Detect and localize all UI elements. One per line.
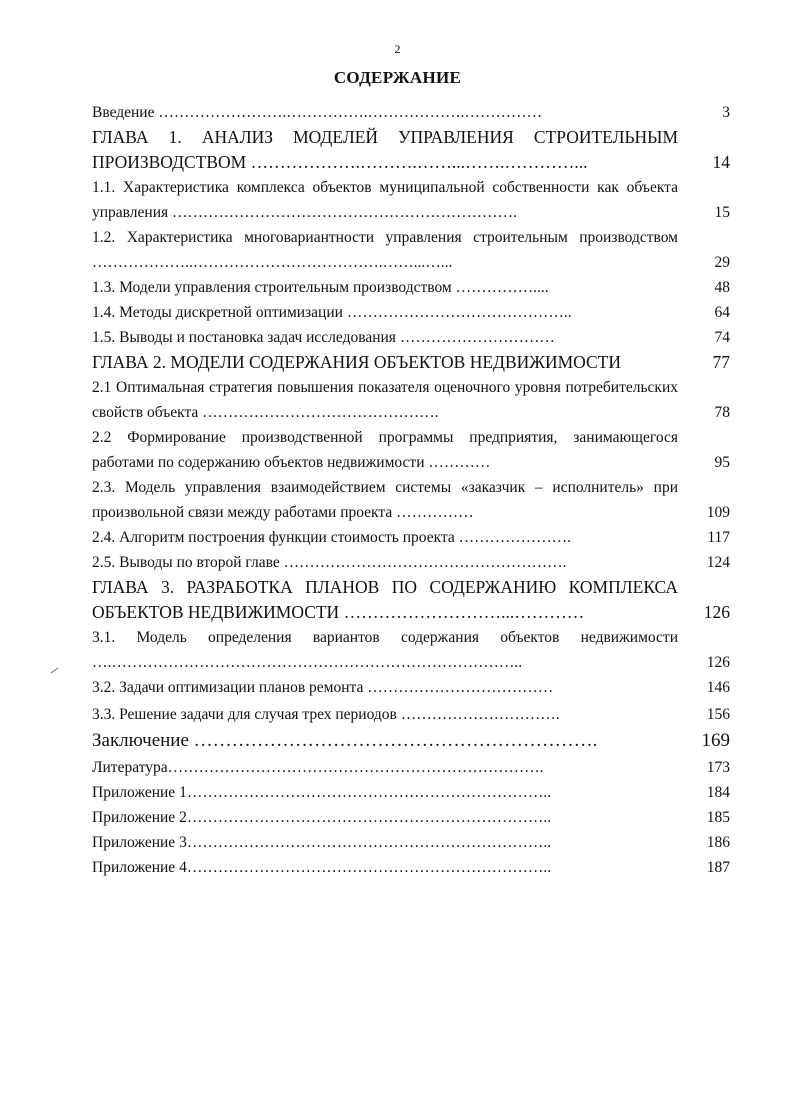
toc-entry-text: 1.3. Модели управления строительным производством …………….... [92,279,549,296]
toc-entry-appendix-2[interactable] [92,805,730,830]
toc-entry-chapter-1[interactable] [92,125,730,175]
toc-entry-page: 95 [714,454,730,471]
toc-entry-text: 2.1 Оптимальная стратегия повышения показателя оценочного уровня потребительских свойств объекта ………………………………………. [92,379,678,421]
toc-entry-3-3[interactable] [92,702,730,727]
toc-entry-page: 109 [706,504,730,521]
toc-entry-page: 29 [714,254,730,271]
toc-entry-page: 78 [714,404,730,421]
toc-entry-3-2[interactable] [92,675,730,700]
toc-entry-1-4[interactable] [92,300,730,325]
toc-entry-page: 187 [706,859,730,876]
toc-entry-1-5[interactable] [92,325,730,350]
toc-entry-page: 48 [714,279,730,296]
toc-entry-2-1[interactable] [92,375,730,425]
toc-entry-text: 1.1. Характеристика комплекса объектов муниципальной собственности как объекта управления …………………………………………………………. [92,179,678,221]
toc-entry-text: 2.2 Формирование производственной программы предприятия, занимающегося работами по содержанию объектов недвижимости ………… [92,429,678,471]
toc-entry-2-4[interactable] [92,525,730,550]
toc-entry-text: 1.2. Характеристика многовариантности управления строительным производством ………………..……………………………….……...…... [92,229,678,271]
toc-entry-page: 124 [706,554,730,571]
toc-entry-page: 14 [712,152,730,172]
toc-entry-page: 146 [706,679,730,696]
toc-entry-page: 156 [706,706,730,723]
toc-entry-page: 64 [714,304,730,321]
toc-entry-text: 2.4. Алгоритм построения функции стоимость проекта …………………. [92,529,572,546]
toc-entry-text: Приложение 4…………………………………………………………….. [92,859,552,876]
toc-entry-text: ГЛАВА 2. МОДЕЛИ СОДЕРЖАНИЯ ОБЪЕКТОВ НЕДВИЖИМОСТИ [92,352,622,372]
toc-entry-text: 1.4. Методы дискретной оптимизации …………………………………….. [92,304,572,321]
toc-entry-text: 2.3. Модель управления взаимодействием системы «заказчик – исполнитель» при произвольной связи между работами проекта …………… [92,479,678,521]
toc-entry-3-1[interactable] [92,625,730,675]
toc-entry-text: ГЛАВА 1. АНАЛИЗ МОДЕЛЕЙ УПРАВЛЕНИЯ СТРОИТЕЛЬНЫМ ПРОИЗВОДСТВОМ ……………….……….……...…….…………... [92,127,678,172]
toc-entry-page: 173 [706,759,730,776]
toc-entry-appendix-3[interactable] [92,830,730,855]
toc-entry-page: 3 [722,104,730,121]
toc-entry-page: 117 [707,529,730,546]
toc-entry-conclusion[interactable] [92,727,730,755]
toc-entry-chapter-2[interactable] [92,350,730,375]
page-title: СОДЕРЖАНИЕ [333,68,462,87]
toc-entry-text: Литература………………………………………………………………. [92,759,544,776]
toc-entry-2-3[interactable] [92,475,730,525]
toc-entry-text: ГЛАВА 3. РАЗРАБОТКА ПЛАНОВ ПО СОДЕРЖАНИЮ КОМПЛЕКСА ОБЪЕКТОВ НЕДВИЖИМОСТИ ………………………...………… [92,577,678,622]
toc-entry-page: 77 [712,352,730,372]
toc-entry-1-3[interactable] [92,275,730,300]
toc-entry-text: 1.5. Выводы и постановка задач исследования ………………………… [92,329,555,346]
toc-entry-appendix-4[interactable] [92,855,730,880]
toc-entry-page: 15 [714,204,730,221]
stray-mark [51,668,59,674]
toc-entry-page: 186 [706,834,730,851]
toc-entry-text: 3.3. Решение задачи для случая трех периодов …………………………. [92,706,560,723]
toc-entry-text: 2.5. Выводы по второй главе ………………………………………………. [92,554,567,571]
toc-entry-1-2[interactable] [92,225,730,275]
toc-entry-text: 3.2. Задачи оптимизации планов ремонта ……………………………… [92,679,554,696]
toc-entry-appendix-1[interactable] [92,780,730,805]
toc-entry-chapter-3[interactable] [92,575,730,625]
toc-entry-page: 185 [706,809,730,826]
toc-entry-1-1[interactable] [92,175,730,225]
toc-entry-page: 126 [706,654,730,671]
toc-entry-text: 3.1. Модель определения вариантов содержания объектов недвижимости ….…………………………………………………………………….. [92,629,678,671]
toc-entry-text: Заключение ………………………………………………………. [92,730,598,751]
toc-entry-text: Приложение 3…………………………………………………………….. [92,834,552,851]
toc-entry-page: 169 [701,730,730,751]
toc-entry-text: Приложение 1…………………………………………………………….. [92,784,552,801]
table-of-contents [92,100,730,880]
toc-entry-page: 74 [714,329,730,346]
toc-entry-introduction[interactable] [92,100,730,125]
toc-entry-literature[interactable] [92,755,730,780]
toc-entry-text: Введение …………………….…………….……………….…………… [92,104,542,121]
toc-entry-2-5[interactable] [92,550,730,575]
toc-entry-page: 126 [703,602,730,622]
toc-entry-2-2[interactable] [92,425,730,475]
toc-entry-text: Приложение 2…………………………………………………………….. [92,809,552,826]
toc-entry-page: 184 [706,784,730,801]
page-number: 2 [394,42,401,56]
